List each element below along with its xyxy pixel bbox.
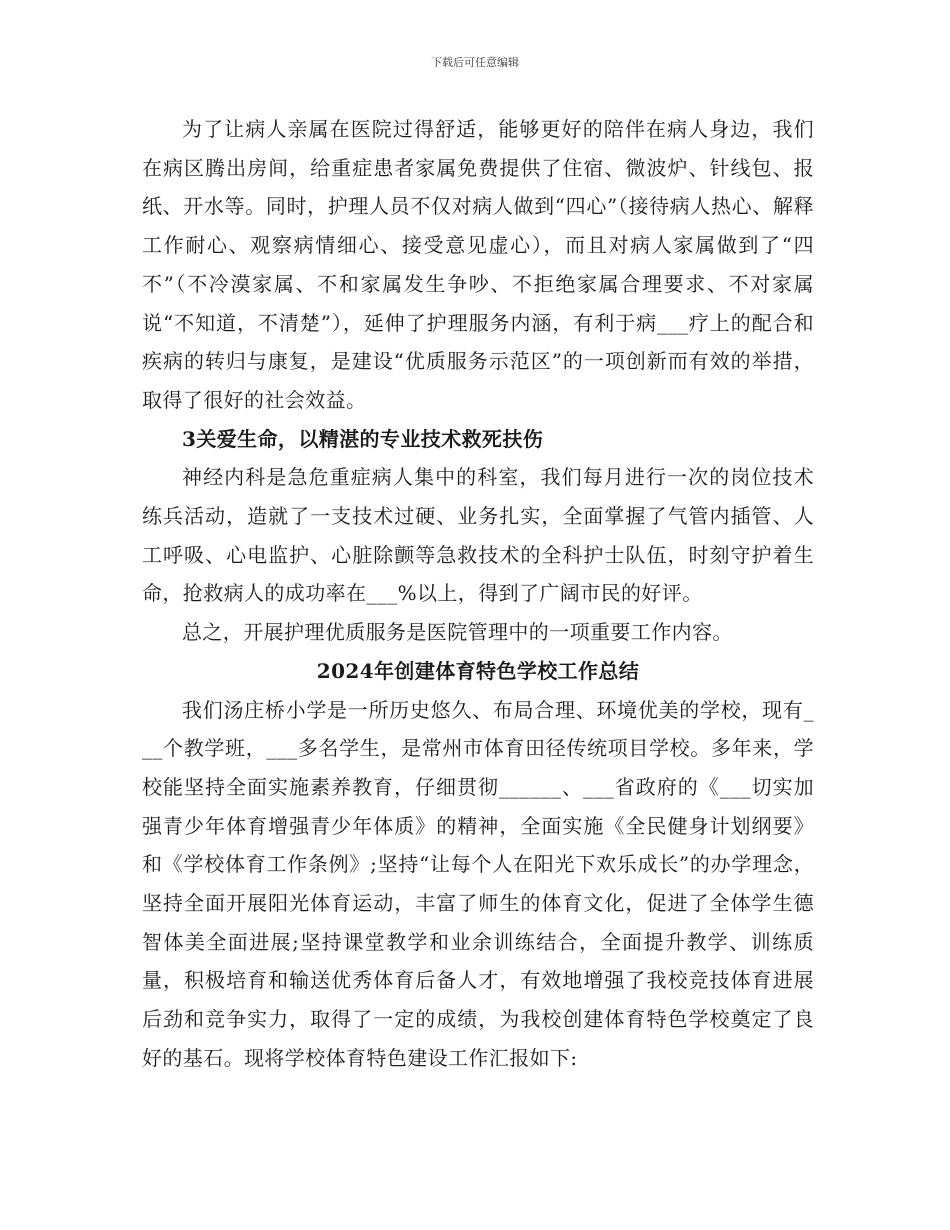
document-body	[142, 110, 814, 1078]
page-header: 下载后可任意编辑	[431, 56, 519, 69]
paragraph-school-intro: 我们汤庄桥小学是一所历史悠久、布局合理、环境优美的学校，现有___个教学班，___多名学生，是常州市体育田径传统项目学校。多年来，学校能坚持全面实施素养教育，仔细贯彻______、___省政府的《___切实加强青少年体育增强青少年体质》的精神，全面实施《全民健身计划纲要》和《学校体育工作条例》;坚持“让每个人在阳光下欢乐成长”的办学理念，坚持全面开展阳光体育运动，丰富了师生的体育文化，促进了全体学生德智体美全面进展;坚持课堂教学和业余训练结合，全面提升教学、训练质量，积极培育和输送优秀体育后备人才，有效地增强了我校竞技体育进展后劲和竞争实力，取得了一定的成绩，为我校创建体育特色学校奠定了良好的基石。现将学校体育特色建设工作汇报如下:	[142, 697, 814, 1070]
paragraph-family-care: 为了让病人亲属在医院过得舒适，能够更好的陪伴在病人身边，我们在病区腾出房间，给重症患者家属免费提供了住宿、微波炉、针线包、报纸、开水等。同时，护理人员不仅对病人做到“四心”（接待病人热心、解释工作耐心、观察病情细心、接受意见虚心），而且对病人家属做到了“四不”（不冷漠家属、不和家属发生争吵、不拒绝家属合理要求、不对家属说“不知道，不清楚”），延伸了护理服务内涵，有利于病___疗上的配合和疾病的转归与康复，是建设“优质服务示范区”的一项创新而有效的举措，取得了很好的社会效益。	[142, 117, 814, 412]
document-title: 2024年创建体育特色学校工作总结	[316, 658, 640, 683]
paragraph-neurology: 神经内科是急危重症病人集中的科室，我们每月进行一次的岗位技术练兵活动，造就了一支技术过硬、业务扎实，全面掌握了气管内插管、人工呼吸、心电监护、心脏除颤等急救技术的全科护士队伍，时刻守护着生命，抢救病人的成功率在___%以上，得到了广阔市民的好评。	[142, 465, 814, 606]
paragraph-conclusion: 总之，开展护理优质服务是医院管理中的一项重要工作内容。	[182, 620, 733, 645]
section-heading-care-life: 3关爱生命，以精湛的专业技术救死扶伤	[182, 426, 544, 451]
